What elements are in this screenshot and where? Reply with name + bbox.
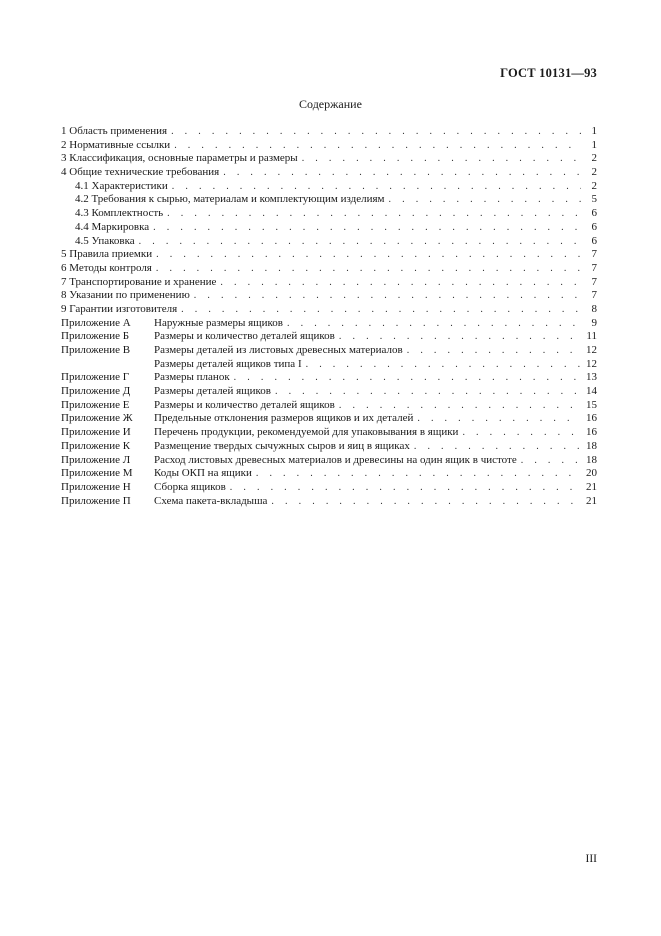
toc-appendix-label bbox=[61, 495, 267, 509]
appendix-title: Размеры деталей ящиков bbox=[154, 385, 271, 398]
toc-entry-label: 1 Область применения bbox=[61, 125, 168, 137]
toc-entry-label: 3 Классификация, основные параметры и размеры bbox=[61, 152, 298, 165]
toc-entry-page: 6 bbox=[591, 207, 597, 220]
toc-entry[interactable] bbox=[61, 248, 597, 262]
toc-entry-label: 7 Транспортирование и хранение bbox=[61, 275, 217, 288]
appendix-title: Размеры планок bbox=[154, 371, 230, 384]
appendix-title: Размеры и количество деталей ящиков bbox=[154, 398, 335, 411]
toc-appendix-label bbox=[61, 481, 226, 495]
dot-leader bbox=[389, 193, 581, 207]
dot-leader bbox=[174, 139, 581, 153]
appendix-title: Размеры и количество деталей ящиков bbox=[154, 330, 335, 343]
toc-title: Содержание bbox=[299, 97, 362, 111]
toc-entry-page: 2 bbox=[591, 179, 597, 192]
toc-appendix-label bbox=[61, 467, 252, 481]
appendix-prefix: Приложение Ж bbox=[61, 412, 133, 425]
appendix-prefix: Приложение Д bbox=[61, 385, 131, 398]
dot-leader bbox=[462, 426, 581, 440]
toc-appendix-entry[interactable] bbox=[61, 495, 597, 509]
toc-entry-page: 12 bbox=[586, 357, 597, 370]
dot-leader bbox=[414, 440, 581, 454]
appendix-title: Схема пакета-вкладыша bbox=[154, 494, 268, 507]
toc-entry-page: 18 bbox=[586, 439, 597, 452]
dot-leader bbox=[287, 317, 581, 331]
dot-leader bbox=[139, 235, 581, 249]
toc-appendix-entry[interactable] bbox=[61, 412, 597, 426]
toc-subentry[interactable] bbox=[61, 207, 597, 221]
toc-subentry[interactable] bbox=[61, 221, 597, 235]
appendix-prefix: Приложение М bbox=[61, 467, 133, 480]
toc-appendix-label bbox=[61, 454, 517, 468]
toc-appendix-label bbox=[61, 371, 230, 385]
appendix-title: Размеры деталей ящиков типа I bbox=[154, 357, 302, 370]
toc-entry-page: 16 bbox=[586, 412, 597, 425]
dot-leader bbox=[171, 125, 581, 139]
appendix-prefix: Приложение Н bbox=[61, 480, 131, 493]
toc-appendix-entry[interactable] bbox=[61, 440, 597, 454]
appendix-title: Расход листовых древесных материалов и древесины на один ящик в чистоте bbox=[154, 453, 517, 466]
dot-leader bbox=[234, 371, 581, 385]
toc-appendix-entry[interactable] bbox=[61, 385, 597, 399]
toc-appendix-label bbox=[61, 426, 458, 440]
toc-appendix-entry[interactable] bbox=[61, 344, 597, 358]
toc-entry-page: 20 bbox=[586, 467, 597, 480]
appendix-prefix: Приложение К bbox=[61, 439, 131, 452]
toc-appendix-label bbox=[61, 399, 335, 413]
dot-leader bbox=[306, 358, 581, 372]
toc-entry-page: 7 bbox=[591, 261, 597, 274]
appendix-title: Предельные отклонения размеров ящиков и их деталей bbox=[154, 412, 414, 425]
toc-entry-label: 8 Указании по применению bbox=[61, 289, 190, 302]
dot-leader bbox=[194, 289, 581, 303]
toc-entry-page: 7 bbox=[591, 248, 597, 261]
toc-entry-page: 7 bbox=[591, 275, 597, 288]
toc-appendix-entry[interactable] bbox=[61, 481, 597, 495]
dot-leader bbox=[223, 166, 581, 180]
appendix-prefix: Приложение В bbox=[61, 344, 131, 356]
appendix-prefix: Приложение П bbox=[61, 494, 131, 507]
dot-leader bbox=[230, 481, 581, 495]
toc-entry[interactable] bbox=[61, 152, 597, 166]
document-code: ГОСТ 10131—93 bbox=[500, 66, 597, 80]
toc-entry-page: 9 bbox=[591, 316, 597, 329]
appendix-prefix: Приложение Е bbox=[61, 398, 130, 411]
appendix-prefix: Приложение Б bbox=[61, 330, 130, 343]
toc-entry-page: 18 bbox=[586, 453, 597, 466]
dot-leader bbox=[172, 180, 581, 194]
toc-entry-label: 4.2 Требования к сырью, материалам и комплектующим изделиям bbox=[75, 193, 385, 206]
dot-leader bbox=[407, 344, 581, 358]
toc-entry[interactable] bbox=[61, 166, 597, 180]
toc-entry[interactable] bbox=[61, 303, 597, 317]
dot-leader bbox=[417, 412, 581, 426]
appendix-prefix: Приложение Г bbox=[61, 371, 130, 384]
toc-appendix-entry[interactable] bbox=[61, 467, 597, 481]
toc-entry-page: 15 bbox=[586, 398, 597, 411]
toc-entry-page: 6 bbox=[591, 220, 597, 233]
toc-appendix-label bbox=[61, 344, 403, 358]
appendix-title: Наружные размеры ящиков bbox=[154, 316, 283, 329]
toc-entry-page: 14 bbox=[586, 385, 597, 398]
appendix-title: Сборка ящиков bbox=[154, 480, 226, 493]
toc-appendix-label bbox=[61, 412, 413, 426]
toc-appendix-label bbox=[61, 317, 283, 331]
toc-entry-label: 4.4 Маркировка bbox=[75, 220, 150, 233]
toc-appendix-entry[interactable] bbox=[61, 358, 597, 372]
appendix-title: Размещение твердых сычужных сыров и яиц в ящиках bbox=[154, 439, 410, 452]
toc-entry-label: 4.3 Комплектность bbox=[75, 207, 164, 220]
toc-appendix-entry[interactable] bbox=[61, 330, 597, 344]
dot-leader bbox=[256, 467, 581, 481]
toc-entry-page: 13 bbox=[586, 371, 597, 384]
toc-entry-page: 12 bbox=[586, 344, 597, 356]
toc-appendix-entry[interactable] bbox=[61, 399, 597, 413]
toc-entry[interactable] bbox=[61, 276, 597, 290]
toc-entry-page: 2 bbox=[591, 152, 597, 165]
toc-subentry[interactable] bbox=[61, 180, 597, 194]
toc-entry-label: 4 Общие технические требования bbox=[61, 166, 220, 179]
toc-entry-page: 21 bbox=[586, 480, 597, 493]
toc-appendix-label bbox=[61, 385, 271, 399]
appendix-prefix: Приложение Л bbox=[61, 453, 131, 466]
dot-leader bbox=[302, 152, 581, 166]
toc-appendix-label bbox=[61, 358, 302, 372]
toc-entry-page: 5 bbox=[591, 193, 597, 206]
toc-appendix-entry[interactable] bbox=[61, 426, 597, 440]
appendix-title: Коды ОКП на ящики bbox=[154, 467, 252, 480]
toc-entry-page: 16 bbox=[586, 426, 597, 439]
dot-leader bbox=[275, 385, 581, 399]
appendix-title: Перечень продукции, рекомендуемой для упаковывания в ящики bbox=[154, 426, 459, 439]
toc-appendix-label bbox=[61, 330, 335, 344]
toc-entry-page: 21 bbox=[586, 494, 597, 507]
toc-entry[interactable] bbox=[61, 262, 597, 276]
toc-entry-label: 4.1 Характеристики bbox=[75, 179, 168, 192]
toc-entry-page: 1 bbox=[591, 125, 597, 137]
toc-entry[interactable] bbox=[61, 289, 597, 303]
toc-subentry[interactable] bbox=[61, 193, 597, 207]
dot-leader bbox=[271, 495, 581, 509]
dot-leader bbox=[156, 248, 581, 262]
toc-appendix-entry[interactable] bbox=[61, 454, 597, 468]
toc-entry-page: 6 bbox=[591, 234, 597, 247]
toc-entry-label: 6 Методы контроля bbox=[61, 261, 152, 274]
toc-subentry[interactable] bbox=[61, 235, 597, 249]
toc-entry-page: 1 bbox=[591, 138, 597, 151]
toc-entry-page: 7 bbox=[591, 289, 597, 302]
toc-entry-label: 9 Гарантии изготовителя bbox=[61, 302, 178, 315]
toc-entry[interactable] bbox=[61, 125, 597, 139]
dot-leader bbox=[339, 399, 581, 413]
page-number: III bbox=[585, 853, 597, 865]
toc-appendix-entry[interactable] bbox=[61, 371, 597, 385]
appendix-prefix: Приложение А bbox=[61, 316, 131, 329]
toc-entry[interactable] bbox=[61, 139, 597, 153]
toc-entry-label: 2 Нормативные ссылки bbox=[61, 138, 171, 151]
dot-leader bbox=[339, 330, 581, 344]
table-of-contents bbox=[61, 125, 597, 508]
toc-entry-page: 2 bbox=[591, 166, 597, 179]
toc-entry-page: 8 bbox=[591, 302, 597, 315]
toc-appendix-label bbox=[61, 440, 410, 454]
toc-entry-page: 11 bbox=[586, 330, 597, 343]
appendix-prefix: Приложение И bbox=[61, 426, 131, 439]
dot-leader bbox=[220, 276, 581, 290]
dot-leader bbox=[181, 303, 581, 317]
toc-appendix-entry[interactable] bbox=[61, 317, 597, 331]
dot-leader bbox=[521, 454, 581, 468]
toc-entry-label: 4.5 Упаковка bbox=[75, 234, 135, 247]
toc-entry-label: 5 Правила приемки bbox=[61, 248, 153, 261]
dot-leader bbox=[156, 262, 581, 276]
dot-leader bbox=[153, 221, 581, 235]
appendix-title: Размеры деталей из листовых древесных материалов bbox=[154, 344, 403, 356]
dot-leader bbox=[167, 207, 581, 221]
